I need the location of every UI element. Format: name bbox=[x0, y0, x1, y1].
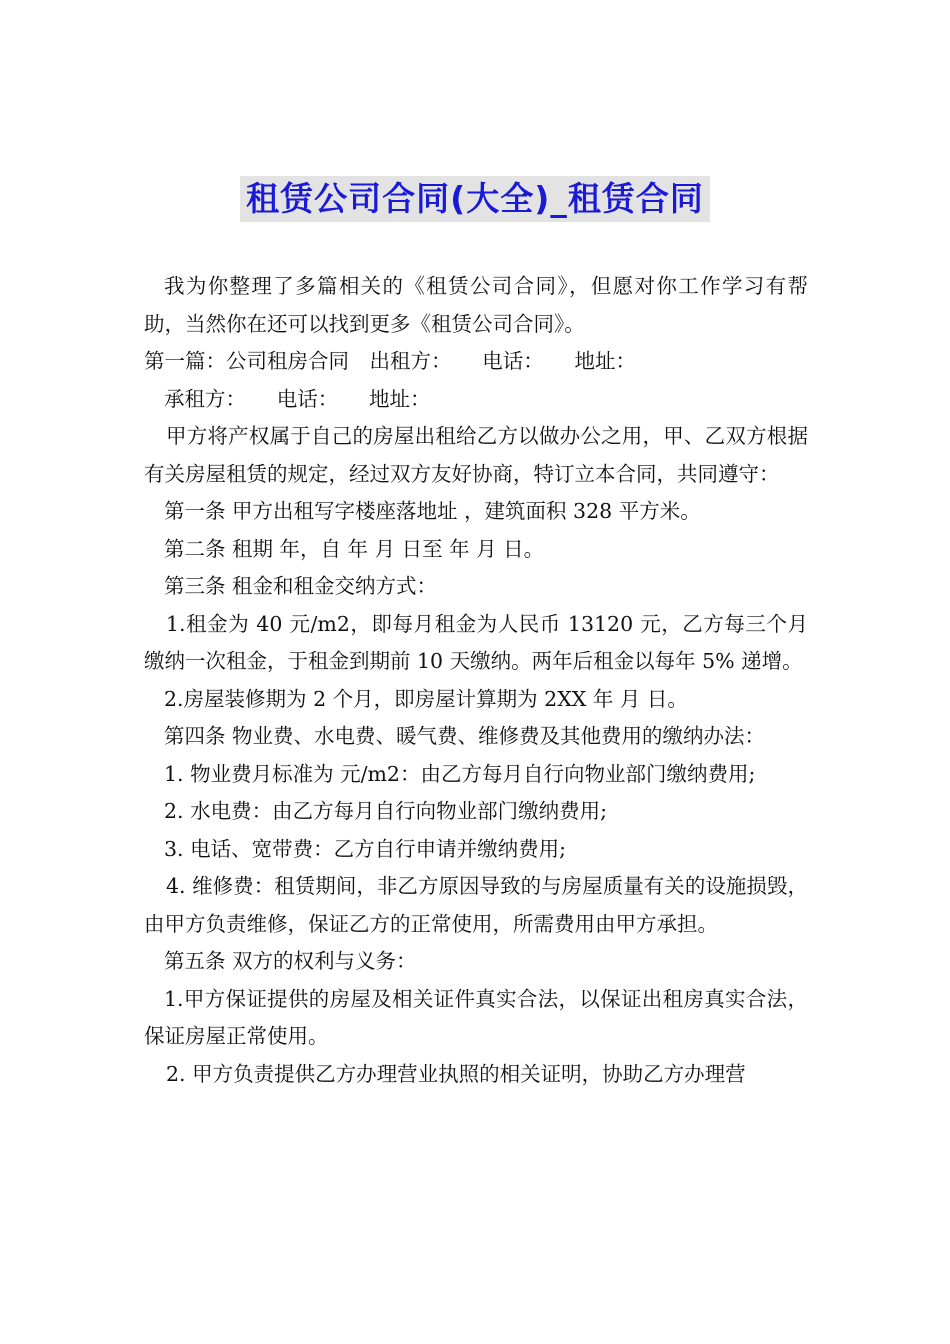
article-3-item-2: 2.房屋装修期为 2 个月，即房屋计算期为 2XX 年 月 日。 bbox=[164, 686, 688, 711]
article-5-item-2: 2. 甲方负责提供乙方办理营业执照的相关证明，协助乙方办理营 bbox=[166, 1061, 746, 1086]
article-3-item-1: 1.租金为 40 元/m2，即每月租金为人民币 13120 元，乙方每三个月缴纳一次租金，于租金到期前 10 天缴纳。两年后租金以每年 5% 递增。 bbox=[144, 611, 808, 673]
article-1: 第一条 甲方出租写字楼座落地址 ，建筑面积 328 平方米。 bbox=[164, 499, 701, 523]
article-5: 第五条 双方的权利与义务： bbox=[164, 949, 417, 973]
preamble-paragraph: 甲方将产权属于自己的房屋出租给乙方以做办公之用，甲、乙双方根据有关房屋租赁的规定，经过双方友好协商，特订立本合同，共同遵守： bbox=[144, 424, 808, 486]
article-4-item-3: 3. 电话、宽带费：乙方自行申请并缴纳费用; bbox=[164, 836, 566, 861]
article-4: 第四条 物业费、水电费、暖气费、维修费及其他费用的缴纳办法： bbox=[164, 724, 766, 748]
intro-paragraph: 我为你整理了多篇相关的《租赁公司合同》，但愿对你工作学习有帮助，当然你在还可以找到更多《租赁公司合同》。 bbox=[144, 274, 808, 336]
article-2: 第二条 租期 年，自 年 月 日至 年 月 日。 bbox=[164, 536, 545, 561]
article-4-item-2: 2. 水电费：由乙方每月自行向物业部门缴纳费用; bbox=[164, 799, 607, 823]
title-container bbox=[0, 176, 950, 222]
article-3: 第三条 租金和租金交纳方式： bbox=[164, 574, 438, 598]
lessee-line: 承租方： 电话： 地址： bbox=[164, 386, 431, 411]
article-4-item-4: 4. 维修费：租赁期间，非乙方原因导致的与房屋质量有关的设施损毁，由甲方负责维修，保证乙方的正常使用，所需费用由甲方承担。 bbox=[144, 874, 808, 936]
document-body bbox=[144, 268, 808, 1093]
part-one-heading: 第一篇：公司租房合同 出租方： 电话： 地址： bbox=[144, 349, 636, 373]
document-title: 租赁公司合同(大全)_租赁合同 bbox=[240, 176, 710, 222]
article-5-item-1: 1.甲方保证提供的房屋及相关证件真实合法，以保证出租房真实合法，保证房屋正常使用。 bbox=[144, 986, 808, 1048]
article-4-item-1: 1. 物业费月标准为 元/m2：由乙方每月自行向物业部门缴纳费用; bbox=[164, 761, 756, 786]
